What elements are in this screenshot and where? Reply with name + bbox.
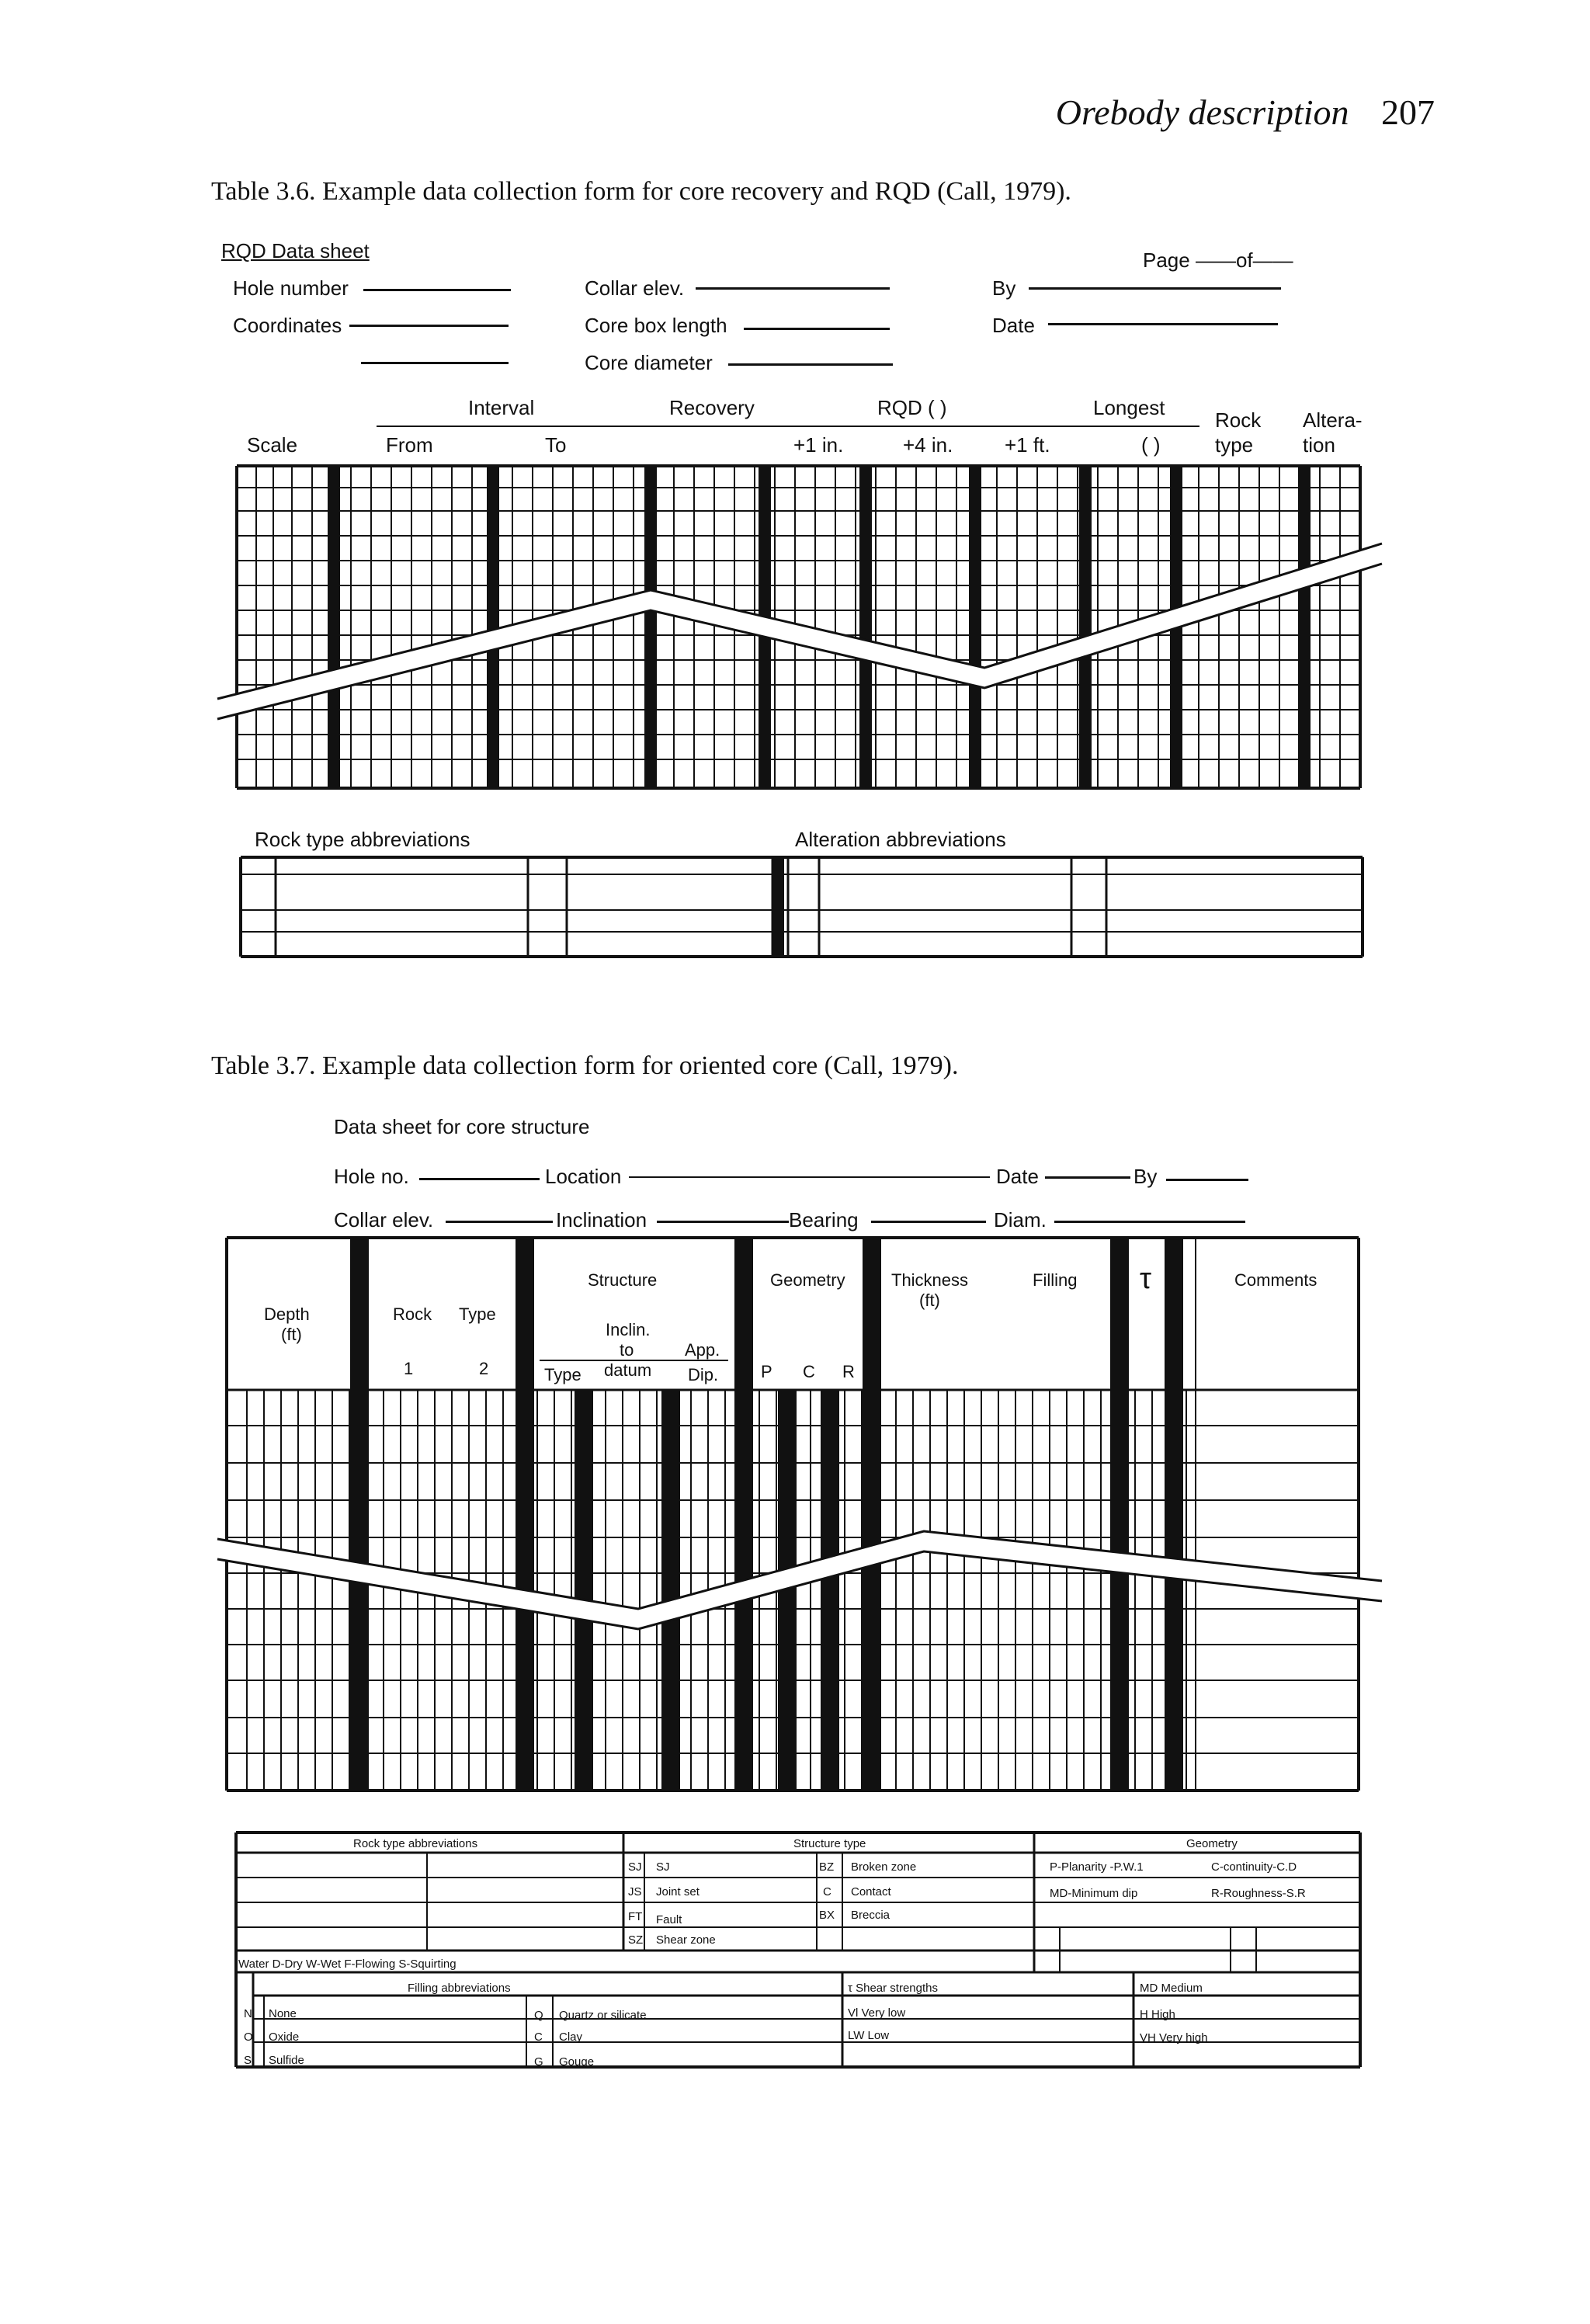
legend-code-bz: BZ [819, 1860, 835, 1874]
h-comments: Comments [1234, 1270, 1317, 1290]
h-structure: Structure [588, 1270, 658, 1290]
legend-label-quartz: Quartz or silicate [559, 2009, 647, 2022]
legend-code-ft: FT [628, 1910, 643, 1923]
legend-code-q: Q [534, 2009, 543, 2022]
h-thickness: Thickness [891, 1270, 969, 1290]
header-to: To [545, 433, 567, 457]
legend-structure-type: Structure type [793, 1837, 866, 1850]
header-from: From [386, 433, 433, 457]
legend-geometry-roughness: R-Roughness-S.R [1211, 1887, 1306, 1900]
legend-label-clay: Clay [559, 2030, 583, 2044]
legend-shear-strengths: τ Shear strengths [848, 1982, 938, 1995]
h-datum: datum [604, 1360, 652, 1380]
legend-code-bx: BX [819, 1909, 835, 1922]
legend-md-medium: MD Medium [1140, 1982, 1203, 1995]
legend-code-js: JS [628, 1885, 642, 1898]
legend-label-c: Contact [851, 1885, 891, 1898]
header-rqd: RQD ( ) [877, 396, 947, 419]
h-p: P [761, 1362, 772, 1381]
core-box-length-label: Core box length [585, 314, 727, 337]
h-struct-type: Type [544, 1365, 581, 1384]
legend-code-n: N [244, 2007, 252, 2020]
legend-rock-abbrev: Rock type abbreviations [353, 1837, 478, 1850]
table-3-6-caption: Table 3.6. Example data collection form for core recovery and RQD (Call, 1979). [211, 177, 1071, 206]
legend-label-oxide: Oxide [269, 2030, 300, 2044]
header-rock-type: type [1215, 433, 1254, 457]
legend-code-s: S [244, 2054, 252, 2067]
header-scale: Scale [247, 433, 298, 457]
legend-label-js: Joint set [656, 1885, 700, 1898]
legend-geometry-min-dip: MD-Minimum dip [1050, 1887, 1138, 1900]
header-longest: Longest [1093, 396, 1165, 419]
header-rock: Rock [1215, 408, 1262, 432]
core-structure-sheet-title: Data sheet for core structure [334, 1115, 590, 1138]
legend-code-sj: SJ [628, 1860, 642, 1874]
header-interval: Interval [468, 396, 535, 419]
legend-label-none: None [269, 2007, 297, 2020]
h-dip: Dip. [688, 1365, 719, 1384]
h-thickness-unit: (ft) [919, 1291, 940, 1310]
legend-water: Water D-Dry W-Wet F-Flowing S-Squirting [238, 1958, 457, 1971]
legend-label-bx: Breccia [851, 1909, 890, 1922]
legend-code-c: C [823, 1885, 831, 1898]
h-geometry: Geometry [770, 1270, 845, 1290]
legend-shear-low: LW Low [848, 2029, 890, 2042]
diam-label: Diam. [994, 1208, 1047, 1231]
date-label: Date [992, 314, 1035, 337]
hole-number-label: Hole number [233, 276, 349, 300]
location-label: Location [545, 1165, 622, 1188]
legend-filling-abbrev: Filling abbreviations [408, 1982, 511, 1995]
hole-no-label: Hole no. [334, 1165, 409, 1188]
legend-label-ft: Fault [656, 1913, 682, 1926]
legend-code-sz: SZ [628, 1933, 644, 1947]
legend-label-sulfide: Sulfide [269, 2054, 304, 2067]
by-label: By [992, 276, 1016, 300]
h-type-2: 2 [479, 1359, 489, 1378]
legend-label-gouge: Gouge [559, 2055, 595, 2069]
legend-code-g: G [534, 2055, 543, 2069]
h-app: App. [685, 1340, 720, 1360]
h-r: R [842, 1362, 855, 1381]
rqd-sheet-title: RQD Data sheet [221, 239, 370, 262]
header-longest-unit: ( ) [1141, 433, 1161, 457]
collar-elev-label-37: Collar elev. [334, 1208, 434, 1231]
date-label-37: Date [996, 1165, 1039, 1188]
h-c: C [803, 1362, 815, 1381]
h-rock: Rock [393, 1304, 432, 1324]
h-type: Type [459, 1304, 496, 1324]
h-depth-unit: (ft) [281, 1325, 302, 1344]
legend-code-c2: C [534, 2030, 543, 2044]
coordinates-label: Coordinates [233, 314, 342, 337]
h-to: to [620, 1340, 634, 1360]
inclination-label: Inclination [556, 1208, 647, 1231]
header-plus-1ft: +1 ft. [1005, 433, 1050, 457]
table-3-7-caption: Table 3.7. Example data collection form for oriented core (Call, 1979). [211, 1051, 959, 1080]
page-number: 207 [1381, 92, 1435, 132]
legend-label-bz: Broken zone [851, 1860, 917, 1874]
legend-shear-very-high: VH Very high [1140, 2031, 1208, 2044]
h-tau-icon: τ [1140, 1263, 1152, 1295]
running-head-title: Orebody description [1055, 92, 1349, 132]
legend-geometry-continuity: C-continuity-C.D [1211, 1860, 1297, 1874]
core-diameter-label: Core diameter [585, 351, 713, 374]
legend-label-sj: SJ [656, 1860, 670, 1874]
h-depth: Depth [264, 1304, 310, 1324]
alteration-abbreviations-label: Alteration abbreviations [795, 828, 1006, 851]
header-altera: Altera- [1303, 408, 1363, 432]
by-label-37: By [1133, 1165, 1158, 1188]
legend-shear-very-low: Vl Very low [848, 2006, 906, 2020]
h-inclin: Inclin. [606, 1320, 651, 1339]
legend-label-sz: Shear zone [656, 1933, 716, 1947]
h-rock-1: 1 [404, 1359, 414, 1378]
header-plus-4in: +4 in. [903, 433, 953, 457]
header-plus-1in: +1 in. [793, 433, 844, 457]
rock-type-abbreviations-label: Rock type abbreviations [255, 828, 470, 851]
legend-code-o: O [244, 2030, 253, 2044]
page-of-label: Page ——of—— [1143, 248, 1293, 272]
collar-elev-label: Collar elev. [585, 276, 685, 300]
legend-geometry: Geometry [1186, 1837, 1238, 1850]
h-filling: Filling [1033, 1270, 1078, 1290]
bearing-label: Bearing [789, 1208, 859, 1231]
header-recovery: Recovery [669, 396, 755, 419]
header-tion: tion [1303, 433, 1335, 457]
legend-shear-high: H High [1140, 2008, 1175, 2021]
legend-geometry-planarity: P-Planarity -P.W.1 [1050, 1860, 1144, 1874]
